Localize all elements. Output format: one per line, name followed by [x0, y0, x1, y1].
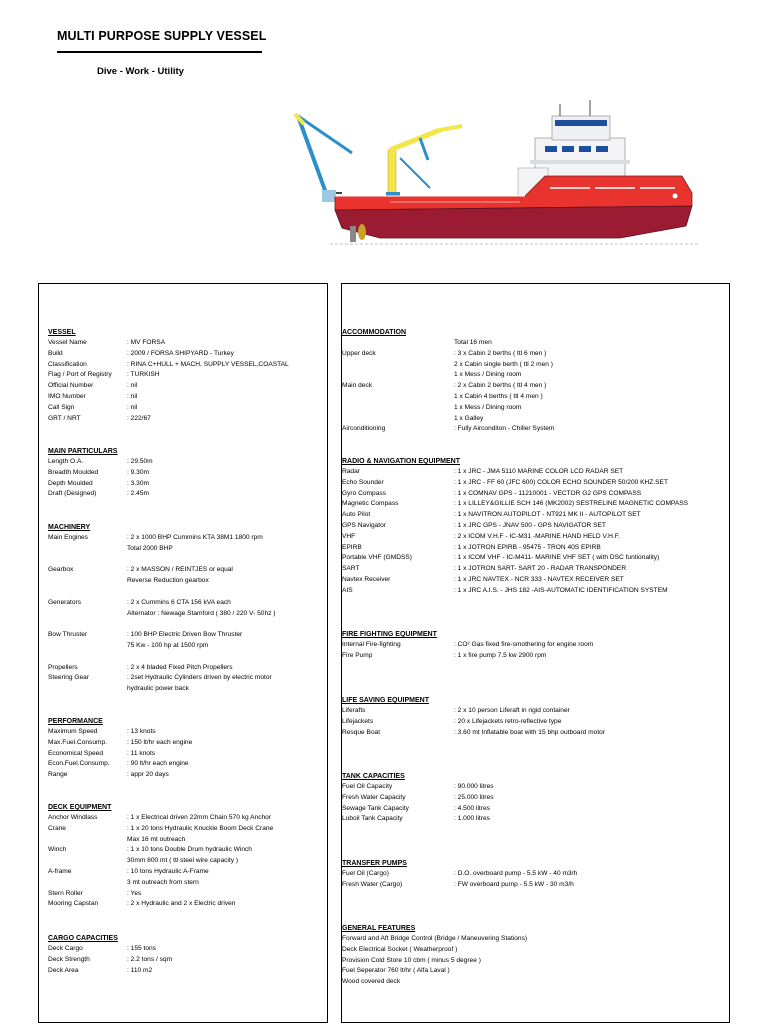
- deck-crane-illustration: [386, 126, 462, 200]
- spec-value: : 29.50m: [127, 458, 153, 465]
- spec-row: [48, 684, 323, 695]
- spec-row: [342, 553, 727, 564]
- spec-row: [342, 532, 727, 543]
- spec-row: [48, 770, 323, 781]
- section-title: TRANSFER PUMPS: [342, 860, 407, 867]
- spec-label: [342, 403, 454, 414]
- spec-label: Depth Moulded: [48, 479, 93, 487]
- spec-value: : CO² Gas fixed fire-smothering for engine room: [454, 641, 594, 648]
- spec-row: [48, 944, 323, 955]
- spec-label: GPS Navigator: [342, 521, 386, 529]
- spec-value: : D.O. overboard pump - 5.5 kW - 40 m3/h: [454, 870, 578, 877]
- spec-label: Fresh Water (Cargo): [342, 880, 403, 888]
- spec-value: : TURKISH: [127, 371, 160, 379]
- page-subtitle: Dive - Work - Utility: [97, 66, 184, 77]
- spec-value: : 11 knots: [127, 749, 156, 757]
- spec-label: Winch: [48, 846, 67, 854]
- spec-value: [127, 555, 323, 566]
- spec-value: : 1.000 litres: [454, 815, 490, 823]
- spec-value: : 1 x NAVITRON AUTOPILOT - NT921 MK II - AUTOPILOT SET: [454, 511, 641, 519]
- spec-label: Luboil Tank Capacity: [342, 815, 403, 823]
- spec-row: [342, 869, 727, 880]
- spec-value: : 1 x ICOM VHF - IC-M411- MARINE VHF SET ( with DSC funtionality): [454, 554, 660, 562]
- section-title: RADIO & NAVIGATION EQUIPMENT: [342, 458, 460, 465]
- spec-label: Official Number: [48, 382, 94, 390]
- feature-line: Fuel Seperator 760 lt/hr ( Alfa Laval ): [342, 967, 450, 975]
- spec-label: Gearbox: [48, 566, 74, 574]
- spec-row: [48, 889, 323, 900]
- spec-value: : 4.500 litres: [454, 804, 490, 812]
- spec-row: [48, 587, 323, 598]
- spec-value: : 1 x JRC GPS - JNAV 500 - GPS NAVIGATOR SET: [454, 521, 606, 529]
- spec-row: [48, 555, 323, 566]
- feature-line: Deck Electrical Socket ( Weatherproof ): [342, 945, 458, 953]
- spec-row: [342, 575, 727, 586]
- spec-row: [342, 338, 727, 349]
- spec-value: : 1 x fire pump 7.5 kw 2900 rpm: [454, 651, 547, 659]
- spec-label: Radar: [342, 468, 360, 475]
- spec-row: [48, 641, 323, 652]
- vessel-section: [48, 327, 323, 424]
- spec-row: [342, 586, 727, 597]
- spec-label: Generators: [48, 598, 81, 606]
- spec-row: [342, 814, 727, 825]
- general-features-section: [342, 923, 727, 988]
- spec-row: [342, 510, 727, 521]
- spec-row: [48, 533, 323, 544]
- spec-row: [48, 457, 323, 468]
- spec-label: Classification: [48, 360, 87, 368]
- spec-label: Steering Gear: [48, 674, 90, 682]
- title-underline: [57, 51, 262, 53]
- spec-value: : 20 x Lifejackets retro-reflective type: [454, 717, 562, 725]
- spec-value: : 1 x JRC NAVTEX - NCR 333 - NAVTEX RECEIVER SET: [454, 575, 624, 583]
- spec-label: Range: [48, 771, 68, 779]
- spec-row: [342, 403, 727, 414]
- machinery-section: [48, 522, 323, 695]
- spec-value: 1 x Galley: [454, 414, 484, 422]
- spec-label: Max.Fuel.Consump.: [48, 738, 107, 746]
- feature-line: Wood covered deck: [342, 978, 401, 986]
- spec-row: [48, 749, 323, 760]
- spec-value: : 2set Hydraulic Cylinders driven by electric motor: [127, 674, 272, 682]
- spec-label: Length O.A.: [48, 458, 84, 465]
- spec-label: Internal Fire-fighting: [342, 641, 401, 648]
- spec-label: Fuel Oil (Cargo): [342, 870, 389, 877]
- spec-row: [48, 392, 323, 403]
- spec-label: [342, 392, 454, 403]
- feature-line: Provision Cold Store 10 cbm ( minus 5 degree ): [342, 956, 481, 964]
- spec-label: Auto Pilot: [342, 511, 371, 519]
- spec-row: [342, 651, 727, 662]
- spec-label: Crane: [48, 824, 66, 832]
- spec-row: [48, 544, 323, 555]
- spec-label: [48, 555, 127, 566]
- spec-value: : 9.30m: [127, 468, 149, 476]
- spec-row: [48, 856, 323, 867]
- spec-label: Deck Strength: [48, 955, 90, 963]
- spec-row: [342, 728, 727, 739]
- spec-row: [342, 424, 727, 435]
- spec-value: : 150 lt/hr each engine: [127, 738, 193, 746]
- spec-row: [342, 793, 727, 804]
- spec-row: [48, 576, 323, 587]
- spec-label: Main deck: [342, 382, 373, 390]
- spec-label: Fire Pump: [342, 651, 373, 659]
- spec-value: hydraulic power back: [127, 685, 189, 693]
- spec-row: [342, 880, 727, 891]
- spec-value: : 2 x Cabin 2 berths ( ttl 4 men ): [454, 382, 547, 390]
- spec-value: : appr 20 days: [127, 771, 169, 779]
- spec-value: : 1 x JRC - JMA 5110 MARINE COLOR LCD RADAR SET: [454, 468, 624, 475]
- spec-row: [48, 489, 323, 500]
- spec-value: : 1 x JRC A.I.S. - JHS 182 -AIS-AUTOMATIC IDENTIFICATION SYSTEM: [454, 586, 668, 594]
- spec-label: Airconditioning: [342, 425, 386, 433]
- spec-label: Deck Cargo: [48, 945, 83, 952]
- spec-value: : 10 tons Hydraulic A-Frame: [127, 867, 209, 875]
- section-title: DECK EQUIPMENT: [48, 804, 112, 811]
- spec-value: : 2 x 10 person Liferaft in rigid container: [454, 707, 570, 714]
- spec-value: 2 x Cabin single berth ( ttl 2 men ): [454, 360, 553, 368]
- spec-value: : 2 x ICOM V.H.F - IC-M31 -MARINE HAND HELD V.H.F.: [454, 532, 620, 540]
- spec-row: [48, 598, 323, 609]
- section-title: LIFE SAVING EQUIPMENT: [342, 697, 429, 704]
- fire-fighting-section: [342, 629, 727, 662]
- section-title: PERFORMANCE: [48, 718, 103, 725]
- spec-value: : 2009 / FORSA SHIPYARD - Turkey: [127, 349, 234, 357]
- section-title: MAIN PARTICULARS: [48, 448, 118, 455]
- spec-value: Total 16 men: [454, 339, 492, 346]
- spec-value: [127, 619, 323, 630]
- spec-value: : 110 m2: [127, 966, 153, 974]
- spec-label: [48, 576, 127, 587]
- spec-label: Stern Roller: [48, 889, 83, 897]
- spec-value: : MV FORSA: [127, 339, 166, 346]
- section-title: MACHINERY: [48, 524, 91, 531]
- spec-row: [48, 630, 323, 641]
- spec-value: : 1 x 10 tons Double Drum hydraulic Winch: [127, 846, 252, 854]
- spec-row: [342, 360, 727, 371]
- section-title: GENERAL FEATURES: [342, 925, 416, 932]
- spec-value: [127, 587, 323, 598]
- spec-row: [342, 392, 727, 403]
- spec-row: [342, 640, 727, 651]
- spec-label: Vessel Name: [48, 339, 87, 346]
- spec-label: A-frame: [48, 867, 72, 875]
- section-title: ACCOMMODATION: [342, 329, 407, 336]
- spec-value: [127, 652, 323, 663]
- spec-label: [48, 641, 127, 652]
- spec-label: Build: [48, 349, 63, 357]
- spec-label: [48, 619, 127, 630]
- spec-label: AIS: [342, 586, 353, 594]
- section-title: VESSEL: [48, 329, 76, 336]
- spec-value: Max 16 mt outreach: [127, 835, 186, 843]
- spec-value: : nil: [127, 392, 138, 400]
- spec-row: [48, 370, 323, 381]
- spec-label: IMO Number: [48, 392, 86, 400]
- section-title: CARGO CAPACITIES: [48, 935, 118, 942]
- spec-label: Call Sign: [48, 403, 75, 411]
- cargo-capacities-section: [48, 933, 323, 976]
- spec-value: : 2 x 4 bladed Fixed Pitch Propellers: [127, 663, 233, 671]
- spec-row: [48, 652, 323, 663]
- spec-label: Bow Thruster: [48, 631, 88, 639]
- spec-label: Fresh Water Capacity: [342, 793, 406, 801]
- spec-label: Lifejackets: [342, 717, 374, 725]
- spec-label: Resque Boat: [342, 728, 381, 736]
- spec-value: : 1 x LILLEY&GILLIE SCH 146 (MK2002) SESTRELINE MAGNETIC COMPASS: [454, 500, 689, 508]
- spec-label: Economical Speed: [48, 749, 103, 757]
- spec-label: Flag / Port of Registry: [48, 371, 112, 379]
- spec-label: Echo Sounder: [342, 478, 384, 486]
- spec-label: [342, 360, 454, 371]
- spec-value: : Fully Airconditon - Chiller System: [454, 425, 555, 433]
- spec-value: 3 mt outreach from stern: [127, 878, 199, 886]
- spec-label: Gyro Compass: [342, 489, 386, 497]
- spec-value: : 1 x Electrical driven 22mm Chain 570 kg Anchor: [127, 814, 272, 821]
- spec-label: [48, 878, 127, 889]
- spec-value: : nil: [127, 403, 138, 411]
- spec-label: [48, 544, 127, 555]
- spec-row: [48, 619, 323, 630]
- section-title: TANK CAPACITIES: [342, 773, 405, 780]
- spec-row: [342, 717, 727, 728]
- spec-row: [48, 360, 323, 371]
- spec-value: : 1 x JOTRON SART- SART 20 - RADAR TRANSPONDER: [454, 565, 627, 573]
- spec-value: : 2 x 1000 BHP Cummins KTA 38M1 1800 rpm: [127, 534, 263, 541]
- main-particulars-section: [48, 446, 323, 500]
- spec-value: Total 2000 BHP: [127, 544, 173, 552]
- spec-value: : 100 BHP Electric Driven Bow Thruster: [127, 631, 243, 639]
- spec-value: : 2 x Cummins 6 CTA 156 kVA each: [127, 598, 231, 606]
- spec-row: [48, 835, 323, 846]
- spec-row: [342, 706, 727, 717]
- stern-crane-illustration: [295, 114, 352, 202]
- spec-row: [48, 955, 323, 966]
- performance-section: [48, 716, 323, 781]
- spec-label: GRT / NRT: [48, 414, 81, 422]
- spec-value: : 13 knots: [127, 728, 156, 735]
- life-saving-section: [342, 695, 727, 738]
- spec-row: [342, 543, 727, 554]
- spec-label: Fuel Oil Capacity: [342, 783, 393, 790]
- transfer-pumps-section: [342, 858, 727, 891]
- spec-label: Portable VHF (GMDSS): [342, 554, 412, 562]
- spec-row: [48, 565, 323, 576]
- page-title: MULTI PURPOSE SUPPLY VESSEL: [57, 29, 267, 43]
- spec-row: [48, 867, 323, 878]
- spec-row: [48, 845, 323, 856]
- spec-label: EPIRB: [342, 543, 362, 551]
- spec-label: Upper deck: [342, 349, 376, 357]
- tank-capacities-section: [342, 771, 727, 825]
- spec-value: : 2 x Hydraulic and 2 x Electric driven: [127, 900, 236, 908]
- spec-label: Navtex Receiver: [342, 575, 391, 583]
- spec-row: [342, 381, 727, 392]
- spec-row: [48, 813, 323, 824]
- spec-row: [342, 478, 727, 489]
- spec-row: [48, 759, 323, 770]
- spec-label: Main Engines: [48, 534, 88, 541]
- spec-value: : 90.000 litres: [454, 783, 494, 790]
- spec-label: [48, 609, 127, 620]
- spec-value: : RINA C+HULL + MACH, SUPPLY VESSEL,COASTAL: [127, 360, 289, 368]
- accommodation-section: [342, 327, 727, 435]
- spec-label: Maximum Speed: [48, 728, 98, 735]
- spec-row: [48, 338, 323, 349]
- spec-row: [342, 489, 727, 500]
- spec-value: : Yes: [127, 889, 142, 897]
- spec-label: SART: [342, 565, 360, 573]
- spec-label: VHF: [342, 532, 356, 540]
- spec-label: Mooring Capstan: [48, 900, 99, 908]
- spec-label: Deck Area: [48, 966, 79, 974]
- spec-row: [342, 414, 727, 425]
- spec-label: Sewage Tank Capacity: [342, 804, 409, 812]
- feature-line: Forward and Aft Bridge Control (Bridge / Maneuvering Stations): [342, 935, 528, 942]
- spec-label: Anchor Windlass: [48, 814, 98, 821]
- spec-row: [48, 899, 323, 910]
- spec-value: : 222/67: [127, 414, 151, 422]
- spec-value: : 1 x 20 tons Hydraulic Knuckle Boom Deck Crane: [127, 824, 274, 832]
- spec-row: [48, 349, 323, 360]
- vessel-illustration: [290, 98, 710, 248]
- spec-label: Liferafts: [342, 707, 366, 714]
- spec-value: 1 x Mess / Dining room: [454, 403, 522, 411]
- spec-row: [48, 381, 323, 392]
- spec-label: Draft (Designed): [48, 490, 97, 498]
- spec-row: [48, 673, 323, 684]
- spec-row: [342, 521, 727, 532]
- spec-label: [48, 652, 127, 663]
- spec-label: [342, 370, 454, 381]
- spec-row: [342, 499, 727, 510]
- spec-row: [48, 468, 323, 479]
- spec-value: : 1 x JRC - FF 60 (JFC 600) COLOR ECHO SOUNDER 50/200 KHZ.SET: [454, 478, 668, 486]
- spec-value: 1 x Cabin 4 berths ( ttl 4 men ): [454, 392, 543, 400]
- spec-label: Breadth Moulded: [48, 468, 99, 476]
- spec-label: [342, 414, 454, 425]
- spec-value: : 1 x JOTRON EPIRB - 95475 - TRON 40S EPIRB: [454, 543, 601, 551]
- spec-label: Econ.Fuel.Consump.: [48, 760, 110, 768]
- spec-row: [48, 609, 323, 620]
- spec-label: Propellers: [48, 663, 78, 671]
- spec-label: [342, 338, 454, 349]
- spec-value: Alternator : Newage Stamford ( 380 / 220 V- 50hz ): [127, 609, 276, 617]
- spec-label: [48, 835, 127, 846]
- spec-value: : 3 x Cabin 2 berths ( ttl 6 men ): [454, 349, 547, 357]
- deck-equipment-section: [48, 802, 323, 910]
- spec-row: [48, 824, 323, 835]
- spec-value: : 2.2 tons / sqm: [127, 955, 173, 963]
- spec-value: : 2 x MASSON / REINTJES or equal: [127, 566, 233, 574]
- section-title: FIRE FIGHTING EQUIPMENT: [342, 631, 437, 638]
- spec-value: : 25.000 litres: [454, 793, 494, 801]
- spec-row: [48, 479, 323, 490]
- spec-label: [48, 587, 127, 598]
- radio-navigation-section: [342, 456, 727, 597]
- spec-value: : 155 tons: [127, 945, 156, 952]
- spec-value: 1 x Mess / Dining room: [454, 371, 522, 379]
- spec-row: [342, 349, 727, 360]
- spec-value: Reverse Reduction gearbox: [127, 577, 209, 585]
- spec-value: : 90 lt/hr each engine: [127, 760, 189, 768]
- spec-row: [48, 414, 323, 425]
- left-spec-panel: [38, 283, 328, 1023]
- spec-value: : 3.30m: [127, 479, 149, 487]
- spec-label: Magnetic Compass: [342, 500, 399, 508]
- spec-value: 30mm 800 mt ( ttl steel wire capacity ): [127, 857, 239, 865]
- right-spec-panel: [341, 283, 730, 1023]
- spec-row: [48, 663, 323, 674]
- spec-row: [48, 966, 323, 977]
- spec-value: 75 Kw - 100 hp at 1500 rpm: [127, 641, 209, 649]
- spec-row: [48, 403, 323, 414]
- spec-label: [48, 684, 127, 695]
- spec-row: [342, 564, 727, 575]
- spec-value: : 1 x COMNAV GPS - 11210001 - VECTOR G2 GPS COMPASS: [454, 489, 642, 497]
- spec-value: : nil: [127, 382, 138, 390]
- spec-value: : 3.60 mt Inflatable boat with 15 bhp outboard motor: [454, 728, 606, 736]
- spec-label: [48, 856, 127, 867]
- spec-value: : 2.45m: [127, 490, 149, 498]
- spec-row: [342, 467, 727, 478]
- spec-value: : FW overboard pump - 5.5 kW - 30 m3/h: [454, 880, 574, 888]
- spec-row: [48, 727, 323, 738]
- spec-row: [342, 782, 727, 793]
- spec-row: [342, 370, 727, 381]
- spec-row: [48, 878, 323, 889]
- spec-row: [342, 804, 727, 815]
- spec-row: [48, 738, 323, 749]
